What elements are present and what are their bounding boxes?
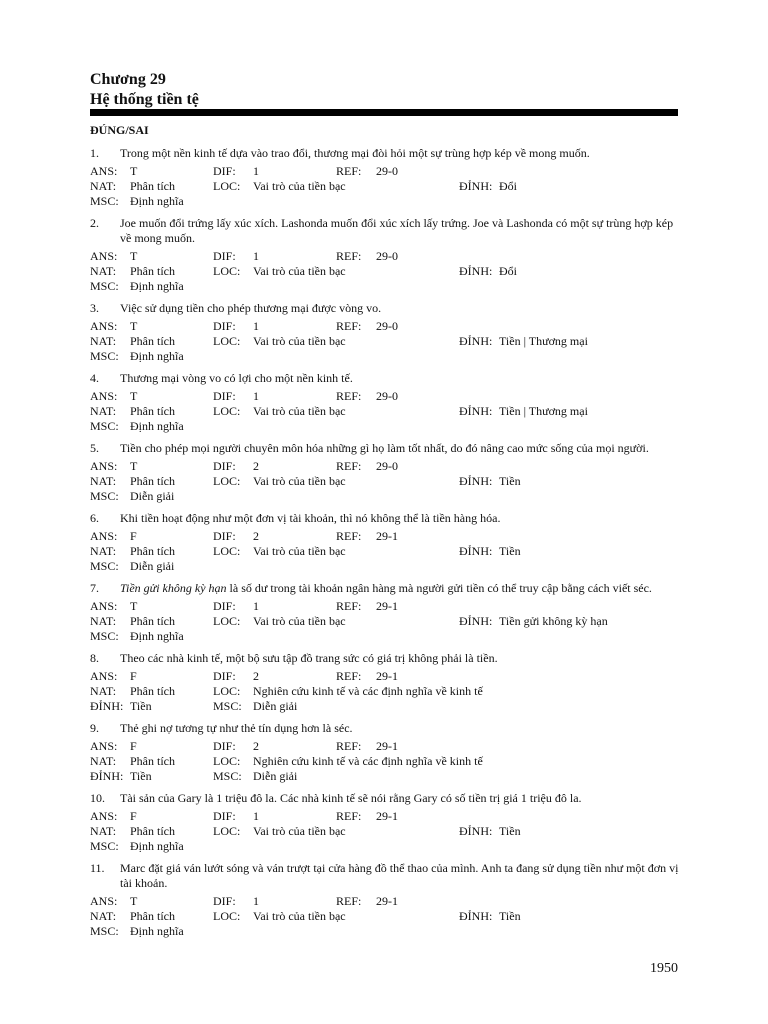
meta-value: F — [130, 739, 137, 753]
meta-value: Định nghĩa — [130, 839, 184, 853]
meta-label: MSC: — [90, 279, 119, 293]
meta-value: Phân tích — [130, 614, 175, 628]
meta-label: DIF: — [213, 529, 236, 543]
meta-value: Vai trò của tiền bạc — [253, 544, 346, 558]
meta-label: REF: — [336, 319, 362, 333]
answer-meta-row — [90, 349, 680, 364]
meta-value: Vai trò của tiền bạc — [253, 909, 346, 923]
meta-label: MSC: — [90, 559, 119, 573]
question-number: 4. — [90, 371, 99, 385]
meta-value: Phân tích — [130, 544, 175, 558]
meta-label: ANS: — [90, 669, 118, 683]
meta-value: Vai trò của tiền bạc — [253, 614, 346, 628]
meta-value: Tiền — [130, 769, 152, 783]
meta-value: 2 — [253, 459, 259, 473]
meta-value: Phân tích — [130, 404, 175, 418]
meta-value: Tiền — [130, 699, 152, 713]
meta-value: 2 — [253, 669, 259, 683]
answer-meta-row — [90, 684, 680, 699]
question-number: 1. — [90, 146, 99, 160]
meta-label: REF: — [336, 599, 362, 613]
answer-meta-row — [90, 544, 680, 559]
question-item — [90, 791, 680, 854]
answer-meta-row — [90, 389, 680, 404]
question-number: 8. — [90, 651, 99, 665]
question-text: 5. Tiền cho phép mọi người chuyên môn hóa những gì họ làm tốt nhất, do đó nâng cao mức sống của mọi người. — [90, 441, 649, 455]
chapter-heading — [90, 70, 199, 110]
meta-value: Định nghĩa — [130, 349, 184, 363]
question-text: 9. Thẻ ghi nợ tương tự như thẻ tín dụng hơn là séc. — [90, 721, 353, 735]
meta-label: LOC: — [213, 404, 241, 418]
meta-label: DIF: — [213, 459, 236, 473]
meta-label: DIF: — [213, 809, 236, 823]
question-text: 7. Tiền gửi không kỳ hạn là số dư trong tài khoản ngân hàng mà người gửi tiền có thể truy cập bằng cách viết séc. — [90, 581, 652, 595]
meta-value: 29-0 — [376, 164, 398, 178]
meta-label: REF: — [336, 894, 362, 908]
question-number: 3. — [90, 301, 99, 315]
meta-value: Phân tích — [130, 909, 175, 923]
meta-value: Tiền | Thương mại — [499, 334, 588, 348]
answer-meta-row — [90, 279, 680, 294]
italic-term: Tiền gửi không kỳ hạn — [120, 581, 227, 595]
meta-value: Tiền gửi không kỳ hạn — [499, 614, 608, 628]
meta-value: Vai trò của tiền bạc — [253, 179, 346, 193]
meta-value: Tiền — [499, 909, 521, 923]
meta-label: MSC: — [90, 349, 119, 363]
meta-label: MSC: — [90, 194, 119, 208]
meta-value: Vai trò của tiền bạc — [253, 264, 346, 278]
meta-value: 1 — [253, 809, 259, 823]
question-item — [90, 301, 680, 364]
question-item — [90, 581, 680, 644]
meta-label: ĐỈNH: — [459, 824, 493, 838]
meta-label: ĐỈNH: — [459, 264, 493, 278]
meta-label: REF: — [336, 669, 362, 683]
meta-label: MSC: — [90, 629, 119, 643]
meta-value: Định nghĩa — [130, 194, 184, 208]
meta-value: Đổi — [499, 264, 517, 278]
meta-label: NAT: — [90, 909, 117, 923]
meta-value: 29-0 — [376, 389, 398, 403]
question-item — [90, 441, 680, 504]
meta-label: MSC: — [90, 419, 119, 433]
meta-label: MSC: — [90, 839, 119, 853]
question-number: 11. — [90, 861, 105, 875]
meta-label: NAT: — [90, 544, 117, 558]
meta-label: NAT: — [90, 614, 117, 628]
answer-meta-row — [90, 489, 680, 504]
meta-label: ĐỈNH: — [459, 614, 493, 628]
meta-label: ANS: — [90, 599, 118, 613]
answer-meta-row — [90, 459, 680, 474]
meta-value: Phân tích — [130, 264, 175, 278]
answer-meta-row — [90, 334, 680, 349]
meta-value: 1 — [253, 319, 259, 333]
meta-label: ĐỈNH: — [459, 404, 493, 418]
answer-meta-row — [90, 909, 680, 924]
meta-label: ANS: — [90, 389, 118, 403]
meta-value: Định nghĩa — [130, 629, 184, 643]
question-item — [90, 651, 680, 714]
meta-label: ĐỈNH: — [459, 544, 493, 558]
meta-label: DIF: — [213, 319, 236, 333]
answer-meta-row — [90, 754, 680, 769]
meta-label: LOC: — [213, 474, 241, 488]
heading-rule — [90, 109, 678, 116]
answer-meta-row — [90, 249, 680, 264]
meta-value: 2 — [253, 739, 259, 753]
answer-meta-row — [90, 264, 680, 279]
meta-label: LOC: — [213, 824, 241, 838]
meta-label: DIF: — [213, 599, 236, 613]
question-text: 4. Thương mại vòng vo có lợi cho một nền kinh tế. — [90, 371, 353, 385]
answer-meta-row — [90, 669, 680, 684]
meta-value: T — [130, 389, 138, 403]
meta-label: MSC: — [90, 924, 119, 938]
meta-value: Nghiên cứu kinh tế và các định nghĩa về kinh tế — [253, 754, 483, 768]
meta-label: ĐỈNH: — [90, 769, 124, 783]
meta-label: DIF: — [213, 669, 236, 683]
meta-label: NAT: — [90, 474, 117, 488]
meta-value: Phân tích — [130, 824, 175, 838]
answer-meta-row — [90, 404, 680, 419]
meta-value: F — [130, 669, 137, 683]
answer-meta-row — [90, 319, 680, 334]
question-text: 11. Marc đặt giá ván lướt sóng và ván trượt tại cửa hàng đồ thể thao của mình. Anh ta đang sử dụng tiền như một đơn vị tài khoản. — [90, 861, 679, 890]
answer-meta-row — [90, 419, 680, 434]
meta-value: 29-0 — [376, 249, 398, 263]
meta-label: NAT: — [90, 824, 117, 838]
meta-label: NAT: — [90, 754, 117, 768]
question-text: 1. Trong một nền kinh tế dựa vào trao đổi, thương mại đòi hỏi một sự trùng hợp kép về mong muốn. — [90, 146, 590, 160]
meta-label: ĐỈNH: — [459, 179, 493, 193]
meta-label: ANS: — [90, 809, 118, 823]
meta-value: Tiền — [499, 474, 521, 488]
meta-value: Diễn giải — [130, 489, 175, 503]
meta-value: 1 — [253, 389, 259, 403]
meta-value: T — [130, 459, 138, 473]
question-item — [90, 216, 680, 294]
answer-meta-row — [90, 839, 680, 854]
chapter-title: Hệ thống tiền tệ — [90, 91, 199, 108]
meta-value: 29-1 — [376, 669, 398, 683]
meta-value: T — [130, 164, 138, 178]
meta-label: NAT: — [90, 684, 117, 698]
meta-value: 1 — [253, 894, 259, 908]
meta-value: 29-0 — [376, 459, 398, 473]
meta-value: Đổi — [499, 179, 517, 193]
answer-meta-row — [90, 629, 680, 644]
question-item — [90, 721, 680, 784]
question-number: 9. — [90, 721, 99, 735]
question-number: 10. — [90, 791, 105, 805]
meta-value: Vai trò của tiền bạc — [253, 334, 346, 348]
meta-label: REF: — [336, 809, 362, 823]
meta-value: Vai trò của tiền bạc — [253, 404, 346, 418]
question-number: 5. — [90, 441, 99, 455]
meta-value: F — [130, 809, 137, 823]
meta-label: ANS: — [90, 164, 118, 178]
meta-value: Nghiên cứu kinh tế và các định nghĩa về kinh tế — [253, 684, 483, 698]
chapter-number: Chương 29 — [90, 71, 166, 88]
meta-label: REF: — [336, 529, 362, 543]
question-text: 2. Joe muốn đổi trứng lấy xúc xích. Lashonda muốn đổi xúc xích lấy trứng. Joe và Lashonda có một sự trùng hợp kép về mong muốn. — [90, 216, 674, 245]
meta-value: Vai trò của tiền bạc — [253, 474, 346, 488]
meta-label: ANS: — [90, 459, 118, 473]
answer-meta-row — [90, 739, 680, 754]
meta-value: Phân tích — [130, 474, 175, 488]
meta-value: Phân tích — [130, 334, 175, 348]
answer-meta-row — [90, 529, 680, 544]
meta-value: 1 — [253, 164, 259, 178]
meta-label: NAT: — [90, 179, 117, 193]
meta-label: LOC: — [213, 754, 241, 768]
meta-value: 29-1 — [376, 599, 398, 613]
meta-value: Định nghĩa — [130, 924, 184, 938]
meta-label: LOC: — [213, 334, 241, 348]
answer-meta-row — [90, 614, 680, 629]
meta-value: Tiền — [499, 824, 521, 838]
meta-label: DIF: — [213, 164, 236, 178]
page-number: 1950 — [650, 961, 678, 976]
meta-label: NAT: — [90, 264, 117, 278]
meta-label: REF: — [336, 249, 362, 263]
question-text: 6. Khi tiền hoạt động như một đơn vị tài khoản, thì nó không thể là tiền hàng hóa. — [90, 511, 501, 525]
meta-label: ANS: — [90, 319, 118, 333]
answer-meta-row — [90, 824, 680, 839]
meta-value: Tiền — [499, 544, 521, 558]
answer-meta-row — [90, 194, 680, 209]
question-item — [90, 146, 680, 209]
meta-value: Phân tích — [130, 179, 175, 193]
meta-label: REF: — [336, 389, 362, 403]
meta-value: T — [130, 894, 138, 908]
meta-label: ANS: — [90, 739, 118, 753]
answer-meta-row — [90, 599, 680, 614]
question-item — [90, 371, 680, 434]
question-list — [90, 146, 680, 946]
meta-label: LOC: — [213, 909, 241, 923]
meta-value: Phân tích — [130, 754, 175, 768]
meta-value: Tiền | Thương mại — [499, 404, 588, 418]
meta-value: 2 — [253, 529, 259, 543]
meta-value: Diễn giải — [253, 699, 298, 713]
answer-meta-row — [90, 179, 680, 194]
section-heading: ĐÚNG/SAI — [90, 123, 149, 137]
meta-label: REF: — [336, 164, 362, 178]
meta-label: ANS: — [90, 894, 118, 908]
meta-value: Diễn giải — [130, 559, 175, 573]
meta-value: 29-0 — [376, 319, 398, 333]
meta-value: 29-1 — [376, 739, 398, 753]
meta-value: 29-1 — [376, 529, 398, 543]
question-text: 3. Việc sử dụng tiền cho phép thương mại được vòng vo. — [90, 301, 382, 315]
question-item — [90, 861, 680, 939]
meta-value: T — [130, 599, 138, 613]
meta-label: LOC: — [213, 544, 241, 558]
meta-value: Vai trò của tiền bạc — [253, 824, 346, 838]
meta-value: 29-1 — [376, 809, 398, 823]
meta-label: MSC: — [90, 489, 119, 503]
meta-label: ĐỈNH: — [459, 474, 493, 488]
meta-label: LOC: — [213, 684, 241, 698]
meta-label: REF: — [336, 459, 362, 473]
question-item — [90, 511, 680, 574]
meta-label: DIF: — [213, 894, 236, 908]
meta-label: ANS: — [90, 249, 118, 263]
meta-value: F — [130, 529, 137, 543]
answer-meta-row — [90, 699, 680, 714]
meta-value: T — [130, 249, 138, 263]
meta-value: 1 — [253, 249, 259, 263]
question-number: 2. — [90, 216, 99, 230]
meta-value: T — [130, 319, 138, 333]
meta-value: Định nghĩa — [130, 279, 184, 293]
question-text: 10. Tài sản của Gary là 1 triệu đô la. Các nhà kinh tế sẽ nói rằng Gary có số tiền trị giá 1 triệu đô la. — [90, 791, 582, 805]
answer-meta-row — [90, 164, 680, 179]
meta-label: NAT: — [90, 334, 117, 348]
meta-label: LOC: — [213, 614, 241, 628]
meta-label: DIF: — [213, 739, 236, 753]
meta-label: NAT: — [90, 404, 117, 418]
question-text: 8. Theo các nhà kinh tế, một bộ sưu tập đồ trang sức có giá trị không phải là tiền. — [90, 651, 498, 665]
answer-meta-row — [90, 474, 680, 489]
meta-label: REF: — [336, 739, 362, 753]
meta-value: Diễn giải — [253, 769, 298, 783]
meta-value: Định nghĩa — [130, 419, 184, 433]
meta-label: ANS: — [90, 529, 118, 543]
question-number: 7. — [90, 581, 99, 595]
answer-meta-row — [90, 769, 680, 784]
meta-label: MSC: — [213, 699, 242, 713]
meta-value: 1 — [253, 599, 259, 613]
answer-meta-row — [90, 809, 680, 824]
meta-value: Phân tích — [130, 684, 175, 698]
answer-meta-row — [90, 894, 680, 909]
answer-meta-row — [90, 559, 680, 574]
meta-label: ĐỈNH: — [459, 909, 493, 923]
meta-label: DIF: — [213, 249, 236, 263]
answer-meta-row — [90, 924, 680, 939]
meta-label: ĐỈNH: — [459, 334, 493, 348]
meta-value: 29-1 — [376, 894, 398, 908]
question-number: 6. — [90, 511, 99, 525]
meta-label: LOC: — [213, 264, 241, 278]
meta-label: DIF: — [213, 389, 236, 403]
meta-label: ĐỈNH: — [90, 699, 124, 713]
meta-label: MSC: — [213, 769, 242, 783]
meta-label: LOC: — [213, 179, 241, 193]
